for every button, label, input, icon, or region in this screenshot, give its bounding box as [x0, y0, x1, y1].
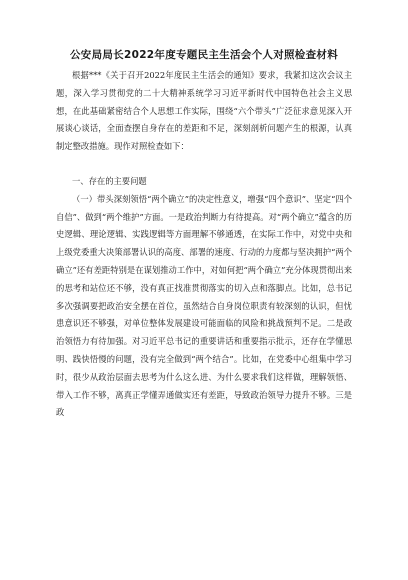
intro-paragraph: 根据***《关于召开2022年度民主生活会的通知》要求，我紧扣这次会议主题，深入学习贯彻党的二十大精神系统学习习近平新时代中国特色社会主义思想，在此基础紧密结合个人思想工作实际，围绕“六个带头”广泛征求意见深入开展谈心谈话，全面查摆自身存在的差距和不足，深刻剖析问题产生的根源，认真制定整改措施。现作对照检查如下：: [56, 70, 352, 152]
document-title: 公安局局长2022年度专题民主生活会个人对照检查材料: [69, 49, 339, 61]
body-paragraph: （一）带头深刻领悟“两个确立”的决定性意义，增强“四个意识”、坚定“四个自信”、做到“两个维护”方面。一是政治判断力有待提高。对“两个确立”蕴含的历史逻辑、理论逻辑、实践逻辑等方面理解不够通透，在实际工作中，对党中央和上级党委重大决策部署认识的高度、部署的速度、行动的力度都与坚决拥护“两个确立”还有差距特别是在谋划推动工作中，对如何把“两个确立”充分体现贯彻出来的思考和站位还不够，没有真正找准贯彻落实的切入点和落脚点。比如，总书记多次强调要把政治安全摆在首位，虽然结合自身岗位职责有较深刻的认识，但忧患意识还不够强，对单位整体发展建设可能面临的风险和挑战预判不足。二是政治领悟力有待加强。对习近平总书记的重要讲话和重要指示批示，还存在学懂思明、践快悟慢的问题，没有完全做到“两个结合”。比如，在党委中心组集中学习时，很少从政治层面去思考为什么这么进、为什么要求我们这样做，理解领悟、带入工作不够，离真正学懂弄通做实还有差距，导致政治领导力提升不够。三是政: [56, 193, 352, 418]
document-body: [56, 67, 352, 422]
section-heading: 一、存在的主要问题: [72, 175, 147, 186]
